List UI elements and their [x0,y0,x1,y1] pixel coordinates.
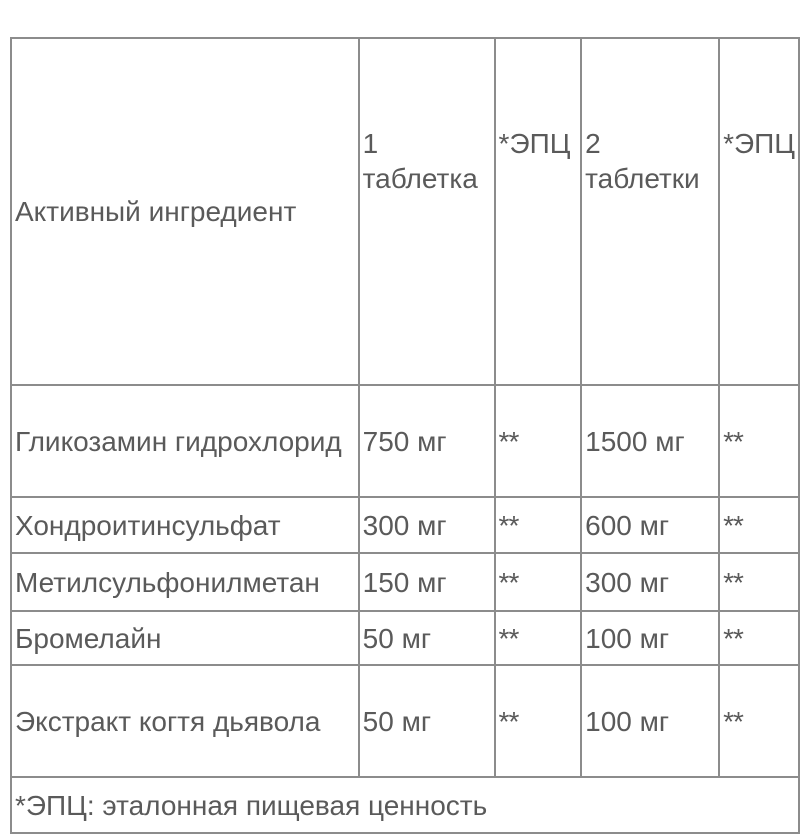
rdi-2-value: ** [719,611,799,665]
header-dose-2-tablets [581,38,719,385]
rdi-1-value: ** [495,611,582,665]
table-header-row [11,38,799,385]
rdi-2-value: ** [719,665,799,777]
table-row [11,497,799,553]
rdi-1-value: ** [495,497,582,553]
dose-2-value: 300 мг [581,553,719,611]
ingredient-name: Гликозамин гидрохлорид [11,385,359,497]
table-row [11,611,799,665]
header-rdi-2: *ЭПЦ [719,38,799,385]
rdi-2-value: ** [719,497,799,553]
footnote: *ЭПЦ: эталонная пищевая ценность [11,777,799,833]
dose-2-value: 1500 мг [581,385,719,497]
table-row [11,385,799,497]
table-footnote-row [11,777,799,833]
header-rdi-1: *ЭПЦ [495,38,582,385]
ingredient-name: Хондроитинсульфат [11,497,359,553]
ingredient-name: Бромелайн [11,611,359,665]
header-dose-2-unit: таблетки [585,163,700,194]
dose-2-value: 600 мг [581,497,719,553]
rdi-2-value: ** [719,553,799,611]
dose-1-value: 750 мг [359,385,495,497]
ingredient-name: Экстракт когтя дьявола [11,665,359,777]
ingredient-name: Метилсульфонилметан [11,553,359,611]
rdi-2-value: ** [719,385,799,497]
dose-1-value: 300 мг [359,497,495,553]
rdi-1-value: ** [495,553,582,611]
rdi-1-value: ** [495,665,582,777]
dose-2-value: 100 мг [581,611,719,665]
dose-1-value: 50 мг [359,611,495,665]
supplement-facts-table [10,37,800,834]
header-dose-1-count: 1 [362,128,379,159]
header-dose-1-tablet [359,38,495,385]
dose-1-value: 50 мг [359,665,495,777]
table-row [11,665,799,777]
header-ingredient: Активный ингредиент [11,38,359,385]
dose-2-value: 100 мг [581,665,719,777]
header-dose-1-unit: таблетка [362,163,478,194]
rdi-1-value: ** [495,385,582,497]
dose-1-value: 150 мг [359,553,495,611]
table-row [11,553,799,611]
header-dose-2-count: 2 [585,128,601,159]
